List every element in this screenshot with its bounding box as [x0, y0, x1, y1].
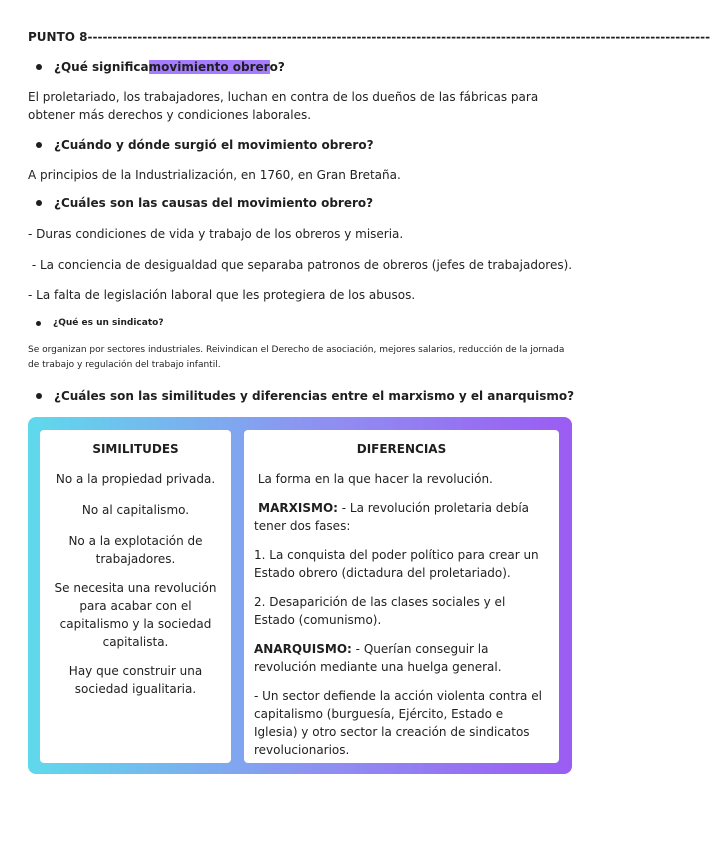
- question-3-text: ¿Cuáles son las causas del movimiento obrero?: [54, 196, 374, 210]
- similitud-item: Se necesita una revolución para acabar con el capitalismo y la sociedad capitalista.: [54, 581, 217, 649]
- cause-3: - La falta de legislación laboral que les protegiera de los abusos.: [28, 288, 416, 302]
- anarquismo-label: ANARQUISMO:: [254, 642, 352, 656]
- similitud-item: No a la propiedad privada.: [55, 472, 216, 486]
- fase-2: 2. Desaparición de las clases sociales y el Estado (comunismo).: [254, 595, 506, 627]
- similitud-item: No al capitalismo.: [81, 503, 190, 517]
- comparison-table: [28, 417, 572, 774]
- diferencias-title: DIFERENCIAS: [356, 442, 447, 456]
- marxismo-label: MARXISMO:: [254, 501, 338, 515]
- question-3: [36, 196, 373, 210]
- question-1: [36, 60, 285, 74]
- bullet-icon: [36, 64, 42, 70]
- fase-1: 1. La conquista del poder político para crear un Estado obrero (dictadura del proletariado).: [254, 548, 539, 580]
- question-2-text: ¿Cuándo y dónde surgió el movimiento obrero?: [54, 138, 374, 152]
- question-5-text: ¿Cuáles son las similitudes y diferencias entre el marxismo y el anarquismo?: [54, 389, 575, 403]
- cause-2: - La conciencia de desigualdad que separaba patronos de obreros (jefes de trabajadores).: [28, 258, 573, 272]
- diferencia-intro: La forma en la que hacer la revolución.: [254, 472, 493, 486]
- similitud-item: No a la explotación de trabajadores.: [68, 534, 203, 566]
- question-5: [36, 389, 574, 403]
- similitudes-card: [40, 430, 231, 763]
- highlighted-text: movimiento obrer: [148, 60, 270, 74]
- answer-1: El proletariado, los trabajadores, luchan en contra de los dueños de las fábricas para obtener más derechos y condiciones laborales.: [28, 90, 539, 122]
- bullet-icon: [36, 142, 42, 148]
- anarquismo-text: [254, 640, 549, 676]
- question-4: [36, 318, 164, 328]
- marxismo-text: [254, 499, 549, 535]
- bullet-icon: [36, 393, 42, 399]
- question-1-post: o?: [269, 60, 285, 74]
- question-2: [36, 138, 374, 152]
- marxismo-desc: - La revolución proletaria debía tener dos fases:: [254, 501, 530, 533]
- cause-1: - Duras condiciones de vida y trabajo de los obreros y miseria.: [28, 227, 404, 241]
- anarquismo-desc: - Querían conseguir la revolución mediante una huelga general.: [254, 642, 502, 674]
- question-4-text: ¿Qué es un sindicato?: [53, 318, 164, 328]
- sector-text: - Un sector defiende la acción violenta contra el capitalismo (burguesía, Ejército, Estado e Iglesia) y otro sector la creación de sindicatos revolucionarios.: [254, 689, 542, 757]
- section-heading: PUNTO 8-----------------------------------------------------------------------------------------------------------------------------: [28, 30, 710, 44]
- answer-4: Se organizan por sectores industriales. Reivindican el Derecho de asociación, mejores salarios, reducción de la jornada de trabajo y regulación del trabajo infantil.: [28, 345, 565, 370]
- diferencias-card: [244, 430, 559, 763]
- bullet-icon: [36, 321, 41, 326]
- similitudes-title: SIMILITUDES: [92, 442, 179, 456]
- bullet-icon: [36, 200, 42, 206]
- answer-2: A principios de la Industrialización, en 1760, en Gran Bretaña.: [28, 168, 401, 182]
- similitud-item: Hay que construir una sociedad igualitaria.: [68, 664, 203, 696]
- question-1-pre: ¿Qué significa: [54, 60, 149, 74]
